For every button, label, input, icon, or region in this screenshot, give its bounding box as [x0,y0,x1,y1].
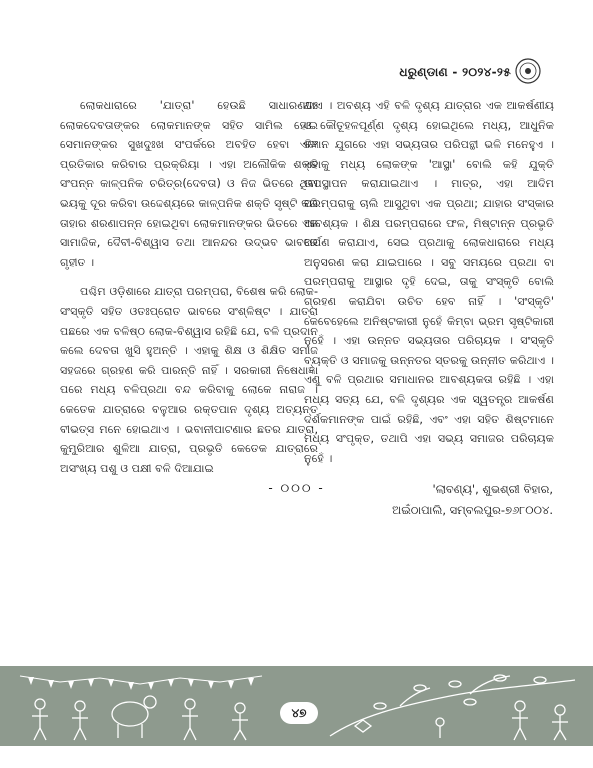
emblem-icon [515,58,541,84]
paragraph: ଥାଏ । ଅବଶ୍ୟ ଏହି ବଳି ଦୃଶ୍ୟ ଯାତ୍ରାର ଏକ ଆକର୍ଷଣୀୟ ଓ କୌତୂହଳପୂର୍ଣ୍ଣ ଦୃଶ୍ୟ ହୋଇଥିଲେ ମଧ୍ୟ, ଆଧୁନିକ ବିଜ୍ଞାନ ଯୁଗରେ ଏହା ସଭ୍ୟତାର ପରିପନ୍ଥୀ ଭଳି ମନେହୁଏ । ଏହାକୁ ମଧ୍ୟ ଲୋକଙ୍କ 'ଆସ୍ଥା' ବୋଲି କହି ଯୁକ୍ତି ଉପସ୍ଥାପନ କରାଯାଇଥାଏ । ମାତ୍ର, ଏହା ଆଦିମ ପରମ୍ପରାକୁ ଚାଲି ଆସୁଥିବା ଏକ ପ୍ରଥା; ଯାହାର ସଂସ୍କାର ଆବଶ୍ୟକ । ଶିକ୍ଷ ପରମ୍ପରାରେ ଫଳ, ମିଷ୍ଟାନ୍ନ ପ୍ରଭୃତି ଅର୍ପଣ କରାଯାଏ, ସେଇ ପ୍ରଥାକୁ ଲୋକଧାରାରେ ମଧ୍ୟ ଅନୁସରଣ କରା ଯାଇପାରେ । ସବୁ ସମୟରେ ପ୍ରଥା ବା ପରମ୍ପରାକୁ ଆସ୍ଥାର ଦୃହି ଦେଇ, ତାକୁ ସଂସ୍କୃତି ବୋଲି ଗ୍ରହଣ କରାଯିବା ଉଚିତ ହେବ ନାହିଁ । 'ସଂସ୍କୃତି' କେବେହେଲେ ଅନିଷ୍ଟକାରୀ ନୁହେଁ କିମ୍ବା ଭ୍ରମ ସୃଷ୍ଟିକାରୀ ନୁହେଁ । ଏହା ଉନ୍ନତ ସଭ୍ୟତାର ପରିଚାୟକ । ସଂସ୍କୃତି ବ୍ୟକ୍ତି ଓ ସମାଜକୁ ଉନ୍ନତର ସ୍ତରକୁ ଉନ୍ନୀତ କରିଥାଏ । ଏଣୁ ବଳି ପ୍ରଥାର ସମାଧାନର ଆବଶ୍ୟକତା ରହିଛି । ଏହା ମଧ୍ୟ ସତ୍ୟ ଯେ, ବଳି ଦୃଶ୍ୟର ଏକ ସ୍ୱତନ୍ତ୍ର ଆକର୍ଷଣ ଦର୍ଶକମାନଙ୍କ ପାଇଁ ରହିଛି, ଏବଂ ଏହା ସହିତ ଶିଷ୍ଟମାନେ ମଧ୍ୟ ସଂପୃକ୍ତ, ତଥାପି ଏହା ସଭ୍ୟ ସମାଜର ପରିଚାୟକ ନୁହେଁ । [304,99,554,465]
paragraph: ପଶ୍ଚିମ ଓଡ଼ିଶାରେ ଯାତ୍ରା ପରମ୍ପରା, ବିଶେଷ କରି ଲୋକ-ସଂସ୍କୃତି ସହିତ ଓତଃପ୍ରୋତ ଭାବରେ ସଂଶ୍ଳିଷ୍ଟ । ଯାତ୍ରା ପଛରେ ଏକ ବଳିଷ୍ଠ ଲୋକ-ବିଶ୍ୱାସ ରହିଛି ଯେ, ବଳି ପ୍ରଦାନ କଲେ ଦେବତା ଖୁସି ହୁଅନ୍ତି । ଏହାକୁ ଶିକ୍ଷ ଓ ଶିକ୍ଷିତ ସମାଜ ସହଜରେ ଗ୍ରହଣ କରି ପାରନ୍ତି ନାହିଁ । ସରକାରୀ ନିଷେଧାଜ୍ଞା ପରେ ମଧ୍ୟ ବଳିପ୍ରଥା ବନ୍ଦ କରିବାକୁ ଲୋକେ ନାରାଜ । କେତେକ ଯାତ୍ରାରେ ବଳୁଆର ରକ୍ତପାନ ଦୃଶ୍ୟ ଅତ୍ୟନ୍ତ ବୀଭତ୍ସ ମନେ ହୋଇଥାଏ । ଭବାନୀପାଟଣାର ଛତର ଯାତ୍ରା, କୁମୁରିଆର ଶୁଳିଆ ଯାତ୍ରା, ପ୍ରଭୃତି କେତେକ ଯାତ୍ରାରେ ଅସଂଖ୍ୟ ପଶୁ ଓ ପକ୍ଷୀ ବଳି ଦିଆଯାଇ [60,285,318,475]
right-column [304,96,554,478]
section-divider: - ୦୦୦ - [268,481,325,495]
signature-line-2: ଅଇଁଠାପାଲି, ସମ୍ବଲପୁର-୭୬୮୦୦୪. [392,503,553,517]
signature-line-1: 'ଲାବଣ୍ୟ', ଶୁଭଶ୍ରୀ ବିହାର, [432,482,553,496]
header-title: ଧରୁଣ୍ଡାଣ - ୨୦୨୪-୨୫ [399,65,511,79]
left-column [60,96,318,488]
paragraph: ଲୋକଧାରାରେ 'ଯାତ୍ରା' ହେଉଛି ସାଧାରଣତଃ ଲୋକଦେବତାଙ୍କର ଲୋକମାନଙ୍କ ସହିତ ସାମିଲ ହୋଇ ସେମାନଙ୍କର ସୁଖଦୁଃଖ ସଂପର୍କରେ ଅବହିତ ହେବା ଏବଂ ପ୍ରତିକାର କରିବାର ପ୍ରକ୍ରିୟା । ଏହା ଅଲୌକିକ ଶକ୍ତି ସଂପନ୍ନ କାଳ୍ପନିକ ଚରିତ୍ର(ଦେବତା) ଓ ନିଜ ଭିତରେ ଥିବା ଭୟକୁ ଦୂର କରିବା ଉଦ୍ଦେଶ୍ୟରେ କାଳ୍ପନିକ ଶକ୍ତି ସୃଷ୍ଟି କରି ତାହାର ଶରଣାପନ୍ନ ହୋଇଥିବା ଲୋକମାନଙ୍କର ଭିତରେ ଏକ ସାମାଜିକ, ଦୈବୀ-ବିଶ୍ୱାସ ତଥା ଆନନ୍ଦର ଉଦ୍ଭବ ଭାବରେ ଗୃହୀତ । [60,99,318,269]
footer-band [0,666,593,746]
page-number: ୪୭ [280,702,318,724]
